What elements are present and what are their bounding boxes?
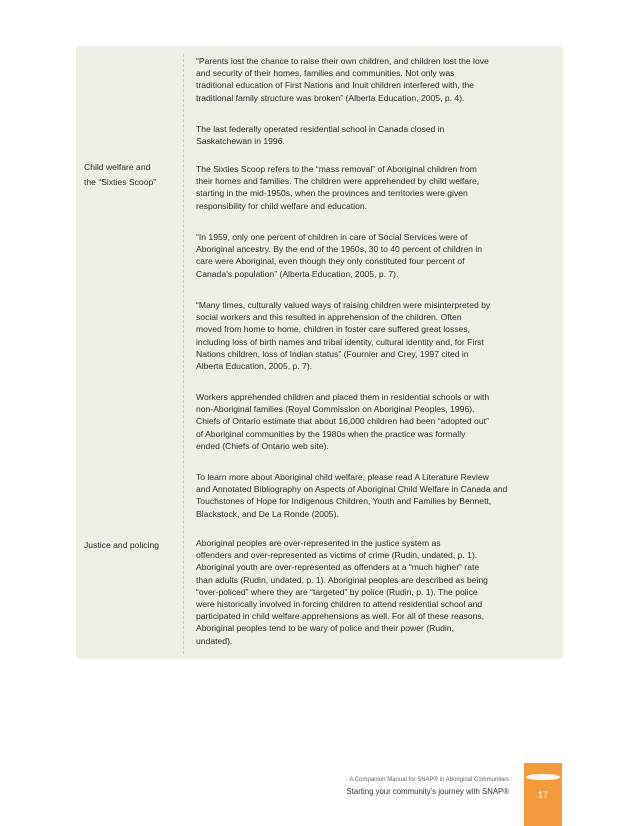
paragraph-many-times (196, 299, 548, 372)
text-line: Blackstock, and De La Ronde (2005). (196, 508, 339, 519)
text-line: were historically involved in forcing children to attend residential school and (196, 599, 483, 610)
text-line: Aboriginal ancestry. By the end of the 1960s, 30 to 40 percent of children in (196, 244, 483, 255)
row-label-child-welfare (84, 160, 179, 190)
text-line: of Aboriginal communities by the 1980s when the practice was formally (196, 428, 466, 439)
text-line: and Annotated Bibliography on Aspects of Aboriginal Child Welfare in Canada and (196, 484, 508, 495)
paragraph-parents-lost (196, 55, 548, 104)
paragraph-justice (196, 537, 548, 647)
text-line: care were Aboriginal, even though they only constituted four percent of (196, 256, 465, 267)
paragraph-sixties-scoop (196, 163, 548, 212)
text-line: including loss of birth names and tribal identity, cultural identity and, for First (196, 336, 484, 347)
text-line: Saskatchewan in 1996. (196, 136, 285, 147)
paragraph-workers-apprehended (196, 391, 548, 452)
text-line: Aboriginal peoples tend to be wary of police and their power (Rudin, (196, 623, 454, 634)
paragraph-learn-more (196, 471, 548, 520)
text-line: starting in the mid-1950s, when the provinces and territories were given (196, 188, 468, 199)
text-line: The Sixties Scoop refers to the “mass removal” of Aboriginal children from (196, 164, 477, 174)
text-line: Touchstones of Hope for Indigenous Children, Youth and Families by Bennett, (196, 496, 492, 507)
text-line: moved from home to home, children in foster care suffered great losses, (196, 324, 471, 335)
text-line: “Parents lost the chance to raise their own children, and children lost the love (196, 56, 489, 66)
text-line: “In 1959, only one percent of children in care of Social Services were of (196, 232, 468, 242)
text-line: offenders and over-represented as victims of crime (Rudin, undated, p. 1). (196, 550, 478, 561)
row-label-justice: Justice and policing (84, 540, 160, 550)
text-line: Nations children, loss of Indian status” (Fournier and Crey, 1997 cited in (196, 348, 469, 359)
row-label-line: Child welfare and (84, 162, 151, 172)
page-number: 17 (537, 790, 548, 800)
footer-manual-title: A Companion Manual for SNAP® in Aboriginal Communities (349, 777, 509, 783)
paragraph-1959-stats (196, 231, 548, 280)
text-line: participated in child welfare apprehensions as well. For all of these reasons, (196, 611, 485, 622)
text-line: Aboriginal youth are over-represented as offenders at a “much higher” rate (196, 562, 480, 573)
text-line: Canada’s population” (Alberta Education, 2005, p. 7). (196, 268, 399, 279)
footer-tagline: Starting your community’s journey with SNAP® (346, 787, 509, 796)
text-line: traditional family structure was broken” (Alberta Education, 2005, p. 4). (196, 92, 465, 103)
text-line: social workers and this resulted in apprehension of the children. Often (196, 312, 462, 323)
text-line: “Many times, culturally valued ways of raising children were misinterpreted by (196, 300, 491, 310)
text-line: ended (Chiefs of Ontario web site). (196, 440, 329, 451)
column-divider (183, 54, 184, 654)
text-line: “over-policed” where they are “targeted” by police (Rudin, p. 1). The police (196, 586, 478, 597)
text-line: Workers apprehended children and placed them in residential schools or with (196, 392, 490, 402)
text-line: responsibility for child welfare and education. (196, 200, 368, 211)
text-line: Alberta Education, 2005, p. 7). (196, 361, 313, 372)
text-line: and security of their homes, families and communities. Not only was (196, 68, 455, 79)
brush-stroke-icon (526, 774, 560, 780)
text-line: traditional education of First Nations and Inuit children interfered with, the (196, 80, 475, 91)
paragraph-last-school (196, 123, 548, 147)
text-line: Chiefs of Ontario estimate that about 16,000 children had been “adopted out” (196, 416, 489, 427)
text-line: The last federally operated residential school in Canada closed in (196, 124, 445, 134)
text-line: undated). (196, 635, 233, 646)
page-number-tab (524, 763, 562, 826)
row-label-line: the “Sixties Scoop” (84, 177, 157, 187)
text-line: To learn more about Aboriginal child welfare, please read A Literature Review (196, 472, 489, 482)
text-line: non-Aboriginal families (Royal Commission on Aboriginal Peoples, 1996). (196, 404, 475, 415)
text-line: their homes and families. The children were apprehended by child welfare, (196, 176, 480, 187)
text-line: than adults (Rudin, undated, p. 1). Aboriginal peoples are described as being (196, 574, 488, 585)
text-line: Aboriginal peoples are over-represented in the justice system as (196, 538, 441, 548)
